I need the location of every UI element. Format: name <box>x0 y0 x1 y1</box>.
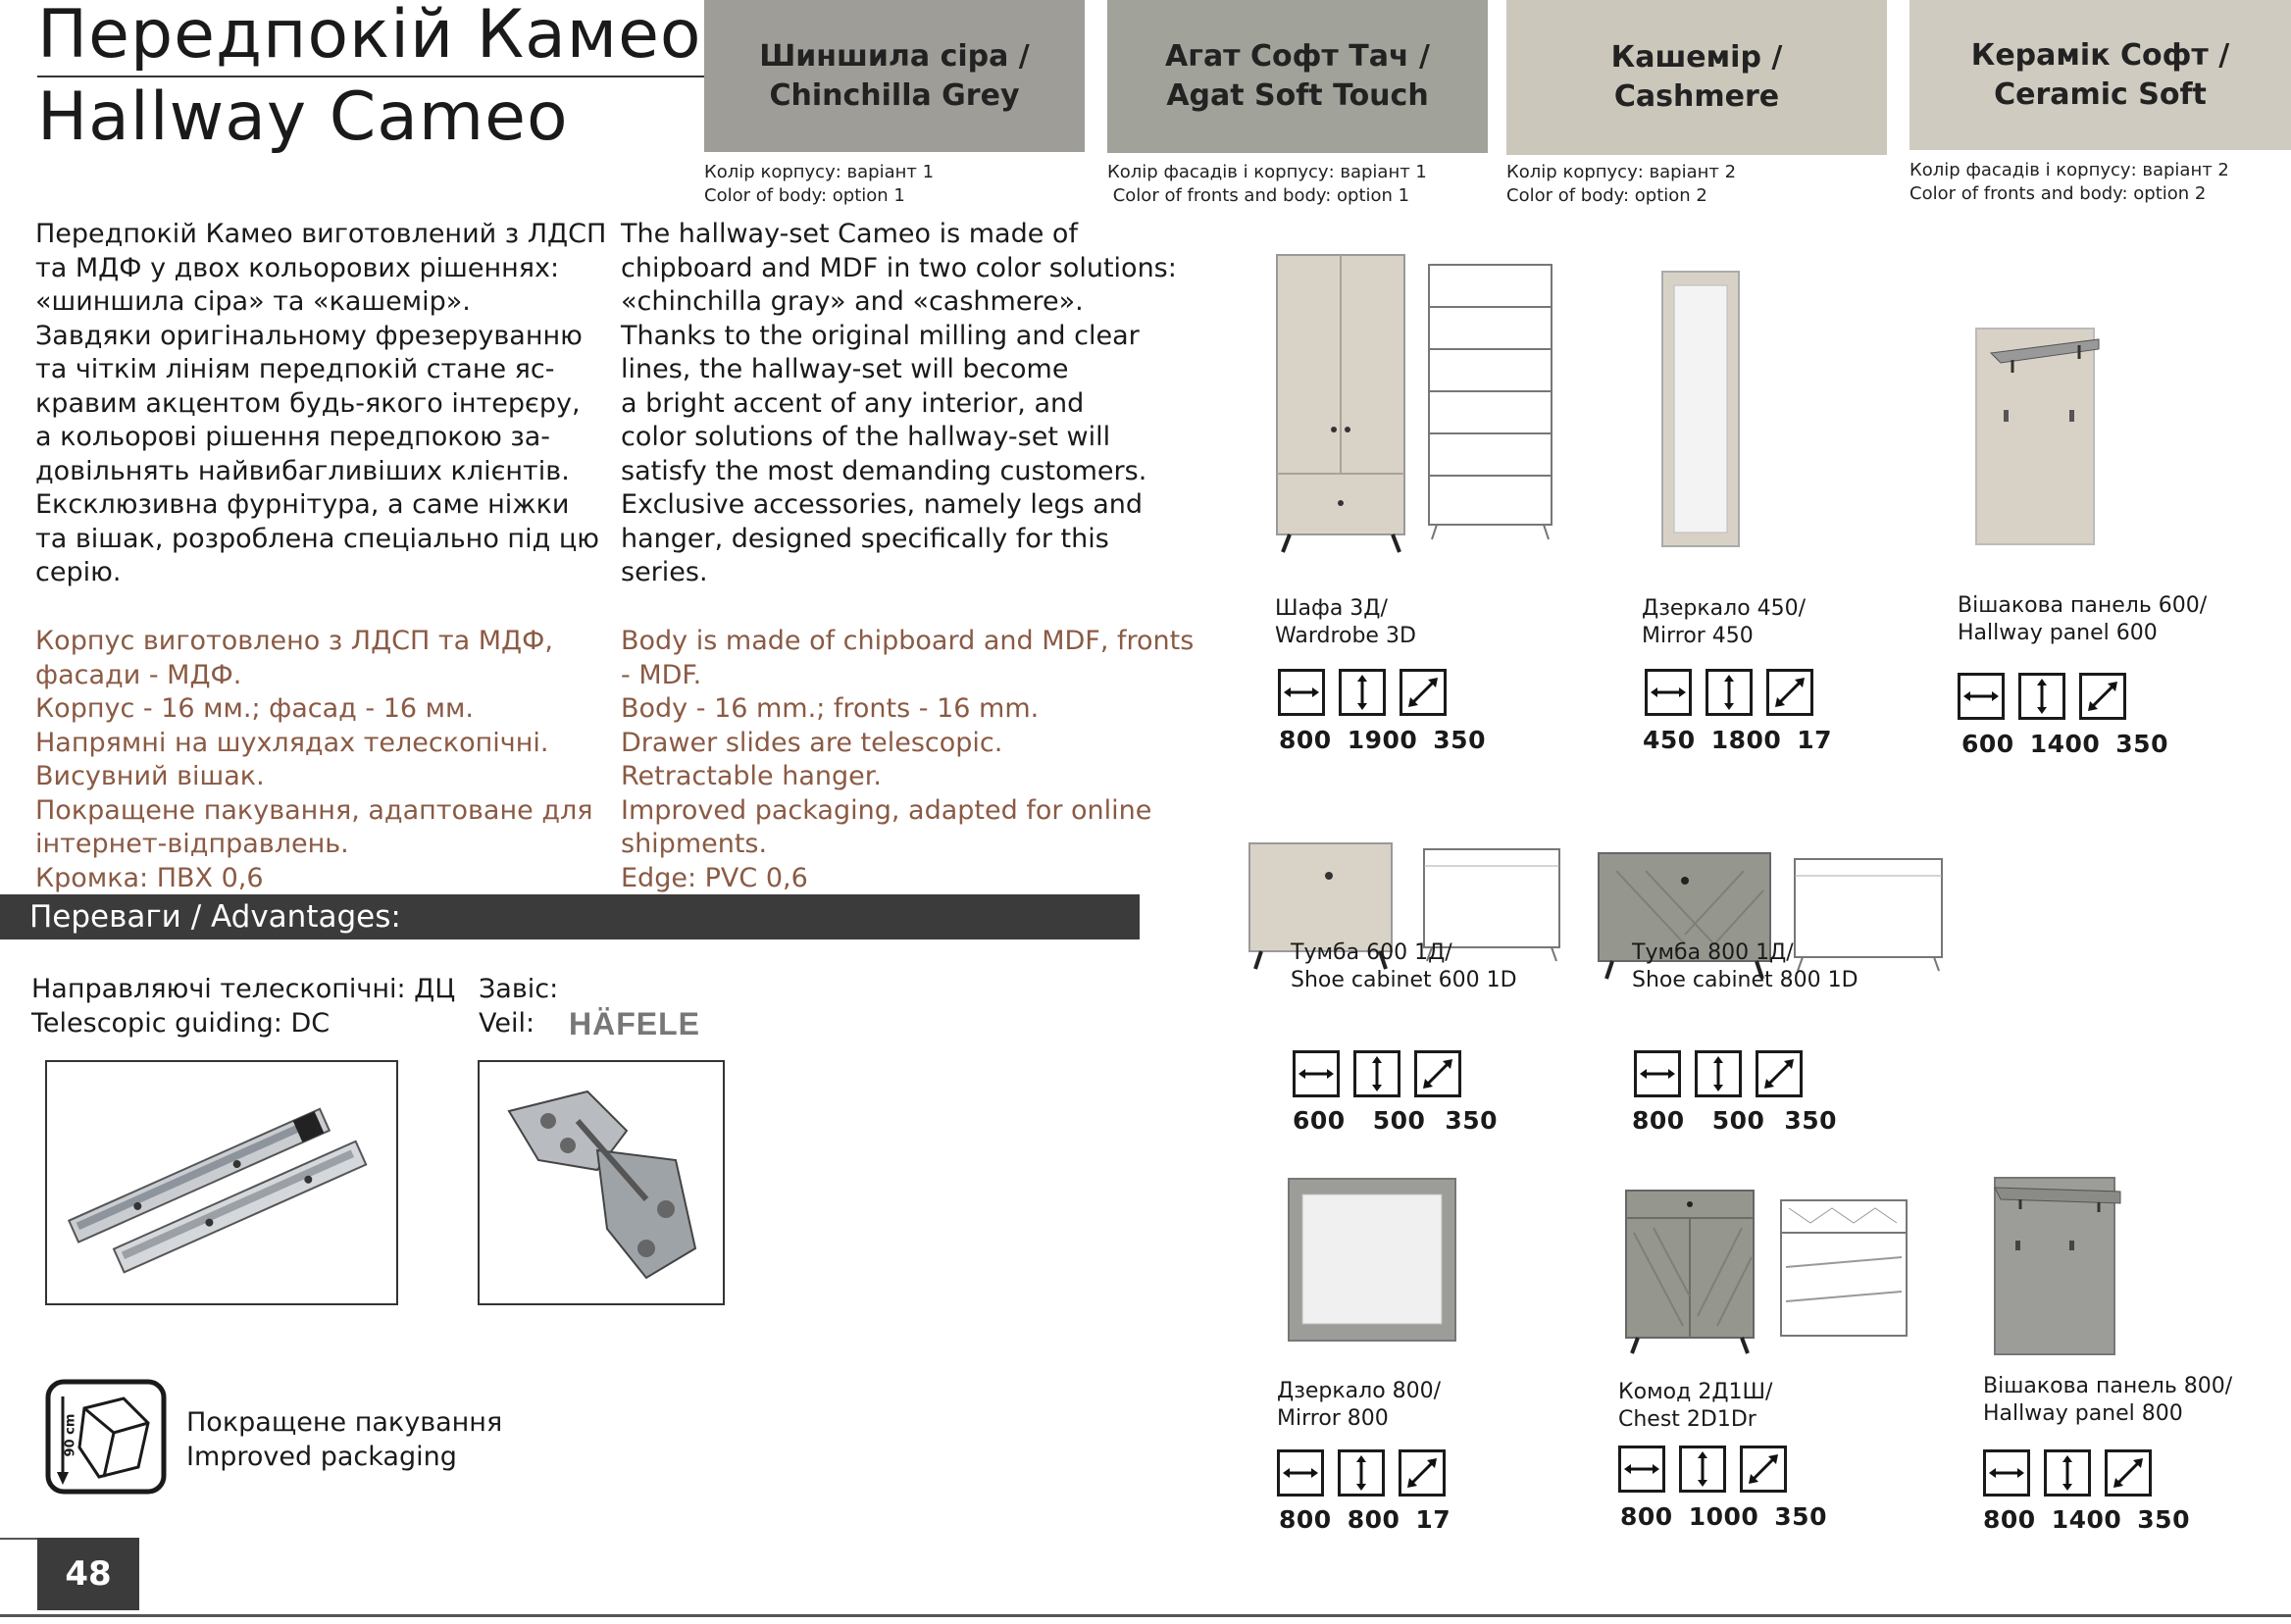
dim-depth: 350 <box>1445 1106 1499 1135</box>
swatch-label: Агат Софт Тач / Agat Soft Touch <box>1165 39 1430 113</box>
dim-height: 1400 <box>2029 730 2101 758</box>
dim-height: 1400 <box>2051 1505 2122 1534</box>
dim-width: 800 <box>1620 1502 1673 1531</box>
swatch-label: Керамік Софт / Ceramic Soft <box>1970 37 2230 112</box>
height-icon <box>1353 1050 1400 1097</box>
dimension-icons <box>1618 1446 1787 1493</box>
hallway-panel-800-illustration <box>1991 1172 2123 1362</box>
dim-depth: 350 <box>1784 1106 1838 1135</box>
swatch-agat-soft-touch <box>1107 0 1488 153</box>
specs-ua: Корпус виготовлено з ЛДСП та МДФ, фасади - МДФ. Корпус - 16 мм.; фасад - 16 мм. Напрямні на шухлядах телескопічні. Висувний вішак. Покращене пакування, адаптоване для інтернет-відправлень. Кромка: ПВХ 0,6 <box>35 626 593 893</box>
height-icon <box>1695 1050 1742 1097</box>
width-icon <box>1645 669 1692 716</box>
swatch-caption: Колір корпусу: варіант 1 Color of body: option 1 <box>704 162 935 206</box>
dim-width: 600 <box>1961 730 2014 758</box>
height-icon <box>2018 673 2065 720</box>
swatch-caption: Колір фасадів і корпусу: варіант 2 Color of fronts and body: option 2 <box>1909 160 2229 204</box>
hinge-image <box>478 1060 725 1305</box>
product-name-mirror-450: Дзеркало 450/ Mirror 450 <box>1642 596 1807 648</box>
dim-height: 500 <box>1372 1106 1426 1135</box>
depth-icon <box>1766 669 1813 716</box>
dim-width: 600 <box>1293 1106 1346 1135</box>
product-name-shoe-cabinet-600: Тумба 600 1Д/ Shoe cabinet 600 1D <box>1291 940 1517 992</box>
swatch-label: Кашемір / Cashmere <box>1610 40 1783 114</box>
page-number: 48 <box>37 1538 139 1610</box>
product-name-mirror-800: Дзеркало 800/ Mirror 800 <box>1277 1379 1442 1431</box>
dimension-icons <box>1983 1449 2152 1497</box>
dimension-icons <box>1645 669 1813 716</box>
depth-icon <box>2105 1449 2152 1497</box>
dim-width: 800 <box>1983 1505 2036 1534</box>
height-icon <box>1679 1446 1726 1493</box>
dim-height: 800 <box>1347 1505 1400 1534</box>
mirror-800-illustration <box>1287 1177 1458 1347</box>
hallway-panel-600-illustration <box>1971 324 2104 553</box>
dimension-values <box>1961 730 2184 758</box>
swatch-cashmere <box>1506 0 1887 155</box>
dimension-values <box>1279 726 1502 754</box>
width-icon <box>1958 673 2005 720</box>
specs-en: Body is made of chipboard and MDF, fronts - MDF. Body - 16 mm.; fronts - 16 mm. Drawer slides are telescopic. Retractable hanger. Improved packaging, adapted for online shipments. Edge: PVC 0,6 <box>621 626 1195 893</box>
depth-icon <box>1399 1449 1446 1497</box>
packaging-size-label: 90 cm <box>63 1413 78 1457</box>
dimension-values <box>1293 1106 1513 1135</box>
dim-height: 1800 <box>1710 726 1782 754</box>
dimension-icons <box>1293 1050 1461 1097</box>
dim-height: 1000 <box>1688 1502 1759 1531</box>
depth-icon <box>1400 669 1447 716</box>
page-number-rule <box>0 1538 37 1540</box>
width-icon <box>1983 1449 2030 1497</box>
hafele-logo: HÄFELE <box>569 1006 700 1041</box>
depth-icon <box>1756 1050 1803 1097</box>
dim-depth: 17 <box>1797 726 1833 754</box>
height-icon <box>1339 669 1386 716</box>
dim-depth: 17 <box>1415 1505 1451 1534</box>
dimension-values <box>1983 1505 2206 1534</box>
dim-depth: 350 <box>2115 730 2168 758</box>
swatch-caption: Колір фасадів і корпусу: варіант 1 Color of fronts and body: option 1 <box>1107 162 1427 206</box>
dim-width: 450 <box>1643 726 1696 754</box>
description-en: The hallway-set Cameo is made of chipboard and MDF in two color solutions: «chinchilla gray» and «cashmere». Thanks to the original milling and clear lines, the hallway-set will become a bright accent of any interior, and color solutions of the hallway-set will satisfy the most demanding customers. Exclusive accessories, namely legs and hanger, designed specifically for this series. <box>621 219 1177 587</box>
width-icon <box>1293 1050 1340 1097</box>
bottom-divider <box>0 1614 2291 1617</box>
width-icon <box>1277 1449 1324 1497</box>
product-name-wardrobe-3d: Шафа 3Д/ Wardrobe 3D <box>1275 596 1416 648</box>
description-ua: Передпокій Камео виготовлений з ЛДСП та МДФ у двох кольорових рішеннях: «шиншила сіра» та «кашемір». Завдяки оригінальному фрезеруванню та чіткім лініям передпокій стане яс- кравим акцентом будь-якого інтерєру, а кольорові рішення передпокою за- довільнять найвибагливіших клієнтів. Ексклюзивна фурнітура, а саме ніжки та вішак, розроблена спеціально під цю серію. <box>35 219 607 587</box>
product-name-hallway-panel-800: Вішакова панель 800/ Hallway panel 800 <box>1983 1374 2233 1426</box>
dimension-values <box>1279 1505 1466 1534</box>
dim-depth: 350 <box>2137 1505 2190 1534</box>
dim-width: 800 <box>1279 1505 1332 1534</box>
mirror-450-illustration <box>1660 270 1743 553</box>
dim-width: 800 <box>1632 1106 1685 1135</box>
wardrobe-illustration <box>1275 253 1569 561</box>
dimension-icons <box>1634 1050 1803 1097</box>
packaging-label: Покращене пакування Improved packaging <box>186 1407 503 1472</box>
page-title-ua: Передпокій Камео <box>37 0 702 74</box>
product-name-chest: Комод 2Д1Ш/ Chest 2D1Dr <box>1618 1380 1773 1432</box>
dim-depth: 350 <box>1433 726 1486 754</box>
product-name-hallway-panel-600: Вішакова панель 600/ Hallway panel 600 <box>1958 593 2208 645</box>
height-icon <box>1706 669 1753 716</box>
width-icon <box>1278 669 1325 716</box>
chest-illustration <box>1624 1189 1918 1359</box>
dimension-values <box>1620 1502 1843 1531</box>
product-name-shoe-cabinet-800: Тумба 800 1Д/ Shoe cabinet 800 1D <box>1632 940 1858 992</box>
dimension-icons <box>1278 669 1447 716</box>
depth-icon <box>1740 1446 1787 1493</box>
dimension-values <box>1643 726 1848 754</box>
dim-height: 500 <box>1711 1106 1765 1135</box>
dim-width: 800 <box>1279 726 1332 754</box>
dimension-values <box>1632 1106 1853 1135</box>
swatch-ceramic-soft <box>1909 0 2291 150</box>
width-icon <box>1634 1050 1681 1097</box>
height-icon <box>2044 1449 2091 1497</box>
depth-icon <box>2079 673 2126 720</box>
telescopic-slide-image <box>45 1060 398 1305</box>
swatch-caption: Колір корпусу: варіант 2 Color of body: option 2 <box>1506 162 1737 206</box>
telescopic-guides-label: Направляючі телескопічні: ДЦ Telescopic guiding: DC <box>31 974 456 1039</box>
packaging-icon <box>45 1379 167 1497</box>
width-icon <box>1618 1446 1665 1493</box>
depth-icon <box>1414 1050 1461 1097</box>
swatch-chinchilla-grey <box>704 0 1085 152</box>
height-icon <box>1338 1449 1385 1497</box>
page-title-en: Hallway Cameo <box>37 78 569 156</box>
dim-depth: 350 <box>1774 1502 1827 1531</box>
dimension-icons <box>1958 673 2126 720</box>
dim-height: 1900 <box>1347 726 1418 754</box>
swatch-label: Шиншила сіра / Chinchilla Grey <box>759 38 1030 113</box>
advantages-bar: Переваги / Advantages: <box>0 894 1140 939</box>
dimension-icons <box>1277 1449 1446 1497</box>
veil-label: Завіс: Veil: <box>479 974 559 1039</box>
